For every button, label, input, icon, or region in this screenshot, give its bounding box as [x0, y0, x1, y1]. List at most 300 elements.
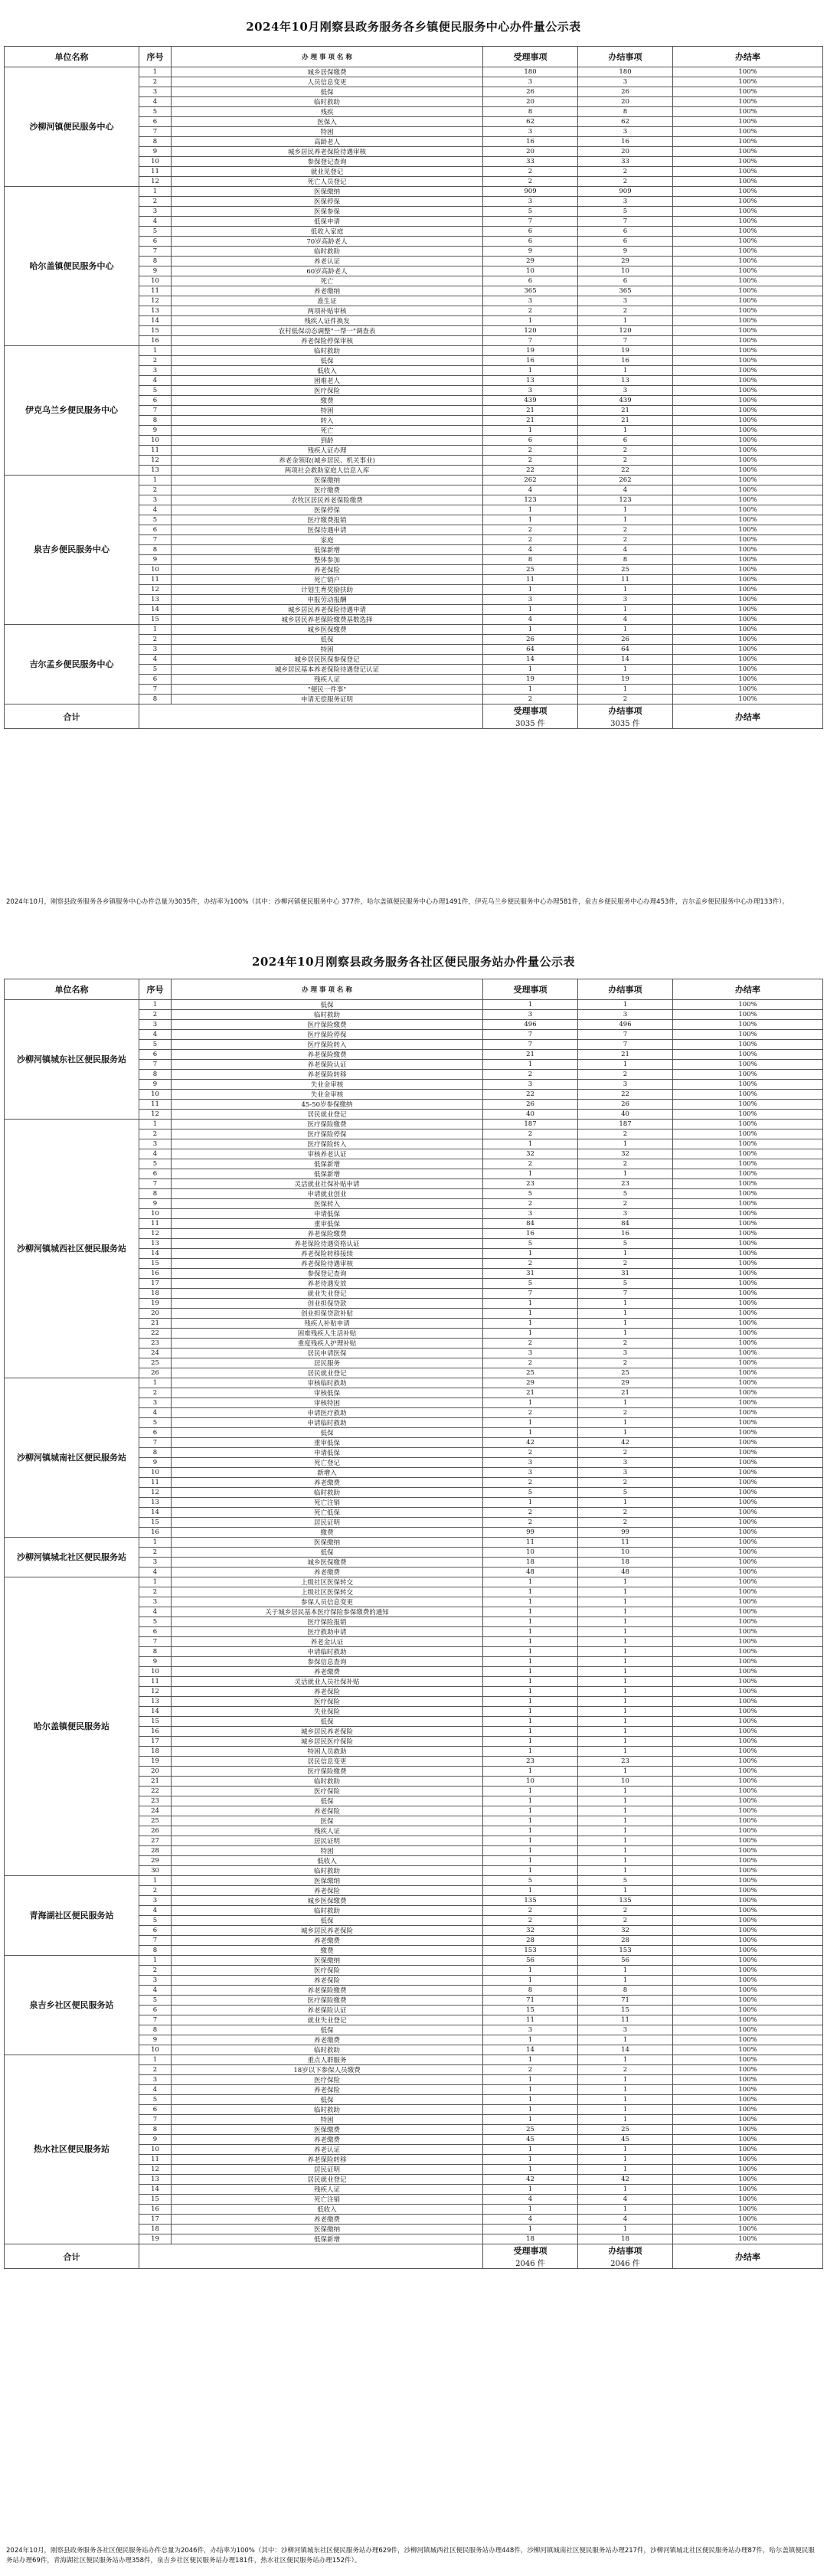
rate-cell: 100%: [673, 1956, 823, 1966]
accepted-cell: 2: [483, 1339, 578, 1348]
item-cell: 残疾人证: [172, 1826, 483, 1836]
item-cell: 低保申请: [172, 217, 483, 227]
rate-cell: 100%: [673, 466, 823, 476]
seq-cell: 6: [139, 1050, 172, 1060]
seq-cell: 7: [139, 406, 172, 416]
seq-cell: 4: [139, 1030, 172, 1040]
item-cell: 临时救助: [172, 1488, 483, 1498]
accepted-cell: 1: [483, 2035, 578, 2045]
completed-cell: 18: [578, 2234, 673, 2244]
seq-cell: 9: [139, 2135, 172, 2145]
rate-cell: 100%: [673, 1906, 823, 1916]
seq-cell: 9: [139, 147, 172, 157]
accepted-cell: 1: [483, 2225, 578, 2234]
rate-cell: 100%: [673, 665, 823, 675]
seq-cell: 5: [139, 1617, 172, 1627]
item-cell: 申请低保: [172, 1448, 483, 1458]
completed-cell: 1: [578, 1787, 673, 1796]
seq-cell: 26: [139, 1826, 172, 1836]
item-cell: 养老金领取(城乡居民、机关事业): [172, 456, 483, 466]
accepted-cell: 2: [483, 525, 578, 535]
seq-cell: 14: [139, 1508, 172, 1518]
accepted-cell: 84: [483, 1219, 578, 1229]
seq-cell: 3: [139, 645, 172, 655]
item-cell: 灵活就业社保补贴申请: [172, 1179, 483, 1189]
item-cell: 低保: [172, 635, 483, 645]
accepted-cell: 21: [483, 1388, 578, 1398]
accepted-cell: 1: [483, 1617, 578, 1627]
rate-cell: 100%: [673, 1120, 823, 1129]
accepted-cell: 1: [483, 1816, 578, 1826]
completed-cell: 1: [578, 1737, 673, 1747]
completed-cell: 1: [578, 1767, 673, 1777]
accepted-cell: 1: [483, 366, 578, 376]
accepted-cell: 1: [483, 1707, 578, 1717]
rate-cell: 100%: [673, 535, 823, 545]
accepted-cell: 1: [483, 2205, 578, 2215]
item-cell: 创业担保贷款: [172, 1299, 483, 1309]
seq-cell: 13: [139, 306, 172, 316]
seq-cell: 16: [139, 1528, 172, 1538]
item-cell: 养老缴费: [172, 1568, 483, 1577]
accepted-cell: 2: [483, 306, 578, 316]
seq-cell: 4: [139, 2085, 172, 2095]
rate-cell: 100%: [673, 1816, 823, 1826]
seq-cell: 3: [139, 1597, 172, 1607]
completed-cell: 1: [578, 2155, 673, 2165]
unit-name: 泉吉乡社区便民服务站: [5, 1956, 139, 2055]
seq-cell: 3: [139, 1976, 172, 1986]
accepted-cell: 1: [483, 1826, 578, 1836]
completed-cell: 4: [578, 2195, 673, 2205]
completed-cell: 2: [578, 446, 673, 456]
seq-cell: 1: [139, 2055, 172, 2065]
completed-cell: 1: [578, 1667, 673, 1677]
item-cell: 死亡登记: [172, 1458, 483, 1468]
completed-cell: 2: [578, 1408, 673, 1418]
unit-name: 伊克乌兰乡便民服务中心: [5, 346, 139, 476]
item-cell: 特困: [172, 1846, 483, 1856]
accepted-cell: 180: [483, 67, 578, 77]
accepted-cell: 1: [483, 1060, 578, 1070]
item-cell: 城乡居民养老保险: [172, 1926, 483, 1936]
completed-cell: 5: [578, 207, 673, 217]
accepted-cell: 2: [483, 1129, 578, 1139]
accepted-cell: 22: [483, 466, 578, 476]
rate-cell: 100%: [673, 446, 823, 456]
completed-cell: 1: [578, 665, 673, 675]
total-completed: [578, 2244, 673, 2269]
seq-cell: 4: [139, 376, 172, 386]
seq-cell: 22: [139, 1329, 172, 1339]
rate-cell: 100%: [673, 97, 823, 107]
item-cell: 医保缴纳: [172, 476, 483, 485]
table-row: [5, 476, 823, 485]
rate-cell: 100%: [673, 1388, 823, 1398]
item-cell: 申报劳动报酬: [172, 595, 483, 605]
item-cell: 养老保险: [172, 1806, 483, 1816]
completed-cell: 1: [578, 1816, 673, 1826]
rate-cell: 100%: [673, 207, 823, 217]
item-cell: 养老保险待遇审核: [172, 1259, 483, 1269]
item-cell: 城乡医保缴费: [172, 1896, 483, 1906]
rate-cell: 100%: [673, 127, 823, 137]
item-cell: 两项社会救助家庭人信息入库: [172, 466, 483, 476]
seq-cell: 19: [139, 2234, 172, 2244]
item-cell: 缴费: [172, 1528, 483, 1538]
header-seq: 序号: [139, 47, 172, 67]
completed-cell: 25: [578, 565, 673, 575]
item-cell: 上级社区医保转交: [172, 1587, 483, 1597]
rate-cell: 100%: [673, 2035, 823, 2045]
seq-cell: 17: [139, 1279, 172, 1289]
completed-cell: 2: [578, 1199, 673, 1209]
item-cell: 低保: [172, 1000, 483, 1010]
seq-cell: 24: [139, 1348, 172, 1358]
header-item: 办 理 事 项 名 称: [172, 47, 483, 67]
accepted-cell: 5: [483, 1279, 578, 1289]
accepted-cell: 11: [483, 1538, 578, 1548]
accepted-cell: 1: [483, 1329, 578, 1339]
item-cell: 低保新增: [172, 2234, 483, 2244]
completed-cell: 1: [578, 2035, 673, 2045]
completed-cell: 2: [578, 2065, 673, 2075]
seq-cell: 24: [139, 1806, 172, 1816]
rate-cell: 100%: [673, 2165, 823, 2175]
completed-cell: 1: [578, 2115, 673, 2125]
total-completed-count: 2046 件: [610, 2260, 640, 2268]
rate-cell: 100%: [673, 2045, 823, 2055]
seq-cell: 6: [139, 1169, 172, 1179]
completed-cell: 7: [578, 217, 673, 227]
completed-cell: 2: [578, 535, 673, 545]
completed-cell: 1: [578, 1647, 673, 1657]
unit-name: 热水社区便民服务站: [5, 2055, 139, 2244]
item-cell: 临时救助: [172, 1906, 483, 1916]
completed-cell: 2: [578, 525, 673, 535]
completed-cell: 48: [578, 1568, 673, 1577]
rate-cell: 100%: [673, 565, 823, 575]
item-cell: 申请低保: [172, 1209, 483, 1219]
accepted-cell: 1: [483, 1309, 578, 1319]
accepted-cell: 19: [483, 675, 578, 685]
accepted-cell: 2: [483, 1358, 578, 1368]
rate-cell: 100%: [673, 1378, 823, 1388]
seq-cell: 14: [139, 2185, 172, 2195]
rate-cell: 100%: [673, 505, 823, 515]
unit-name: 泉吉乡便民服务中心: [5, 476, 139, 625]
item-cell: 创业担保贷款补贴: [172, 1309, 483, 1319]
rate-cell: 100%: [673, 1986, 823, 1996]
table1-summary-note: 2024年10月，刚察县政务服务各乡镇服务中心办件总量为3035件，办结率为100%（其中：沙柳河镇便民服务中心 377件，哈尔盖镇便民服务中心办理1491件，伊克乌兰乡便民服务中心办理581件，泉吉乡便民服务中心办理453件，吉尔孟乡便民服务中心办理133件）。: [6, 898, 789, 906]
table1-title: 2024年10月刚察县政务服务各乡镇便民服务中心办件量公示表: [246, 20, 581, 34]
rate-cell: 100%: [673, 615, 823, 625]
rate-cell: 100%: [673, 1627, 823, 1637]
seq-cell: 3: [139, 1558, 172, 1568]
accepted-cell: 1: [483, 2105, 578, 2115]
seq-cell: 16: [139, 1269, 172, 1279]
completed-cell: 8: [578, 107, 673, 117]
seq-cell: 14: [139, 1249, 172, 1259]
seq-cell: 7: [139, 685, 172, 695]
seq-cell: 23: [139, 1796, 172, 1806]
completed-cell: 1: [578, 685, 673, 695]
header-unit: 单位名称: [5, 979, 139, 1000]
item-cell: 医保: [172, 1816, 483, 1826]
completed-cell: 28: [578, 1936, 673, 1946]
completed-cell: 3: [578, 1468, 673, 1478]
seq-cell: 12: [139, 1687, 172, 1697]
rate-cell: 100%: [673, 2135, 823, 2145]
seq-cell: 5: [139, 386, 172, 396]
seq-cell: 1: [139, 187, 172, 197]
accepted-cell: 7: [483, 217, 578, 227]
rate-cell: 100%: [673, 1936, 823, 1946]
rate-cell: 100%: [673, 217, 823, 227]
completed-cell: 3: [578, 386, 673, 396]
rate-cell: 100%: [673, 1358, 823, 1368]
completed-cell: 1: [578, 1697, 673, 1707]
rate-cell: 100%: [673, 306, 823, 316]
seq-cell: 19: [139, 1757, 172, 1767]
accepted-cell: 3: [483, 1080, 578, 1090]
rate-cell: 100%: [673, 2055, 823, 2065]
accepted-cell: 365: [483, 286, 578, 296]
rate-cell: 100%: [673, 1597, 823, 1607]
accepted-cell: 3: [483, 127, 578, 137]
rate-cell: 100%: [673, 525, 823, 535]
seq-cell: 4: [139, 1906, 172, 1916]
rate-cell: 100%: [673, 147, 823, 157]
accepted-cell: 45: [483, 2135, 578, 2145]
item-cell: 低保新增: [172, 1169, 483, 1179]
completed-cell: 2: [578, 1358, 673, 1368]
item-cell: 农牧区居民养老保险缴费: [172, 495, 483, 505]
total-rate-label: 办结率: [673, 704, 823, 729]
completed-cell: 1: [578, 2105, 673, 2115]
accepted-cell: 2: [483, 695, 578, 704]
rate-cell: 100%: [673, 2105, 823, 2115]
total-spacer: [139, 2244, 483, 2269]
completed-cell: 1: [578, 1677, 673, 1687]
seq-cell: 6: [139, 525, 172, 535]
item-cell: 养老保险转移: [172, 1070, 483, 1080]
total-accepted: [483, 2244, 578, 2269]
rate-cell: 100%: [673, 1110, 823, 1120]
table-row: [5, 1577, 823, 1587]
seq-cell: 21: [139, 1319, 172, 1329]
completed-cell: 2: [578, 695, 673, 704]
seq-cell: 7: [139, 247, 172, 257]
item-cell: 城乡居民基本养老保险待遇登记认证: [172, 665, 483, 675]
item-cell: 低收入家庭: [172, 227, 483, 237]
unit-name: 沙柳河镇城东社区便民服务站: [5, 1000, 139, 1120]
completed-cell: 1: [578, 2165, 673, 2175]
accepted-cell: 7: [483, 1289, 578, 1299]
item-cell: 居民就业登记: [172, 1368, 483, 1378]
completed-cell: 6: [578, 436, 673, 446]
seq-cell: 18: [139, 1747, 172, 1757]
unit-name: 哈尔盖镇便民服务站: [5, 1577, 139, 1876]
seq-cell: 6: [139, 237, 172, 247]
rate-cell: 100%: [673, 645, 823, 655]
completed-cell: 262: [578, 476, 673, 485]
seq-cell: 3: [139, 495, 172, 505]
rate-cell: 100%: [673, 346, 823, 356]
accepted-cell: 4: [483, 545, 578, 555]
item-cell: 特困: [172, 2115, 483, 2125]
rate-cell: 100%: [673, 1279, 823, 1289]
completed-cell: 99: [578, 1528, 673, 1538]
accepted-cell: 28: [483, 1936, 578, 1946]
accepted-cell: 2: [483, 1448, 578, 1458]
accepted-cell: 20: [483, 147, 578, 157]
rate-cell: 100%: [673, 1538, 823, 1548]
table-row: [5, 187, 823, 197]
completed-cell: 19: [578, 675, 673, 685]
seq-cell: 3: [139, 2075, 172, 2085]
completed-cell: 26: [578, 635, 673, 645]
rate-cell: 100%: [673, 1836, 823, 1846]
completed-cell: 5: [578, 1488, 673, 1498]
seq-cell: 9: [139, 266, 172, 276]
accepted-cell: 1: [483, 2165, 578, 2175]
accepted-cell: 1: [483, 1657, 578, 1667]
completed-cell: 439: [578, 396, 673, 406]
completed-cell: 1: [578, 2095, 673, 2105]
item-cell: 特困: [172, 645, 483, 655]
accepted-cell: 8: [483, 555, 578, 565]
accepted-cell: 439: [483, 396, 578, 406]
item-cell: 关于城乡居民基本医疗保险参保缴费的通知: [172, 1607, 483, 1617]
seq-cell: 6: [139, 1428, 172, 1438]
item-cell: 养老缴费: [172, 2215, 483, 2225]
completed-cell: 1: [578, 426, 673, 436]
item-cell: 医保缴纳: [172, 1538, 483, 1548]
item-cell: 申请医疗救助: [172, 1408, 483, 1418]
item-cell: 低保: [172, 2025, 483, 2035]
completed-cell: 1: [578, 1747, 673, 1757]
seq-cell: 9: [139, 1199, 172, 1209]
rate-cell: 100%: [673, 1617, 823, 1627]
completed-cell: 23: [578, 1179, 673, 1189]
completed-cell: 2: [578, 1159, 673, 1169]
seq-cell: 14: [139, 316, 172, 326]
completed-cell: 14: [578, 2045, 673, 2055]
item-cell: 养老缴费: [172, 2135, 483, 2145]
accepted-cell: 32: [483, 1149, 578, 1159]
item-cell: 失业金审核: [172, 1080, 483, 1090]
seq-cell: 3: [139, 87, 172, 97]
seq-cell: 1: [139, 1000, 172, 1010]
seq-cell: 2: [139, 1587, 172, 1597]
rate-cell: 100%: [673, 1796, 823, 1806]
seq-cell: 1: [139, 476, 172, 485]
completed-cell: 1: [578, 2145, 673, 2155]
accepted-cell: 1: [483, 1319, 578, 1329]
accepted-cell: 262: [483, 476, 578, 485]
completed-cell: 3: [578, 1010, 673, 1020]
seq-cell: 2: [139, 1886, 172, 1896]
accepted-cell: 11: [483, 575, 578, 585]
rate-cell: 100%: [673, 1647, 823, 1657]
header-rate: 办结率: [673, 47, 823, 67]
completed-cell: 1: [578, 316, 673, 326]
item-cell: 医疗保险缴费: [172, 1120, 483, 1129]
item-cell: 低保: [172, 1428, 483, 1438]
accepted-cell: 2: [483, 1508, 578, 1518]
rate-cell: 100%: [673, 2145, 823, 2155]
accepted-cell: 3: [483, 1458, 578, 1468]
accepted-cell: 6: [483, 276, 578, 286]
seq-cell: 12: [139, 177, 172, 187]
completed-cell: 62: [578, 117, 673, 127]
accepted-cell: 2: [483, 2065, 578, 2075]
accepted-cell: 1: [483, 1866, 578, 1876]
seq-cell: 12: [139, 1488, 172, 1498]
accepted-cell: 1: [483, 1767, 578, 1777]
seq-cell: 4: [139, 1607, 172, 1617]
rate-cell: 100%: [673, 157, 823, 167]
rate-cell: 100%: [673, 1886, 823, 1896]
item-cell: 医保缴纳: [172, 1876, 483, 1886]
rate-cell: 100%: [673, 1558, 823, 1568]
seq-cell: 3: [139, 207, 172, 217]
item-cell: 医疗救助申请: [172, 1627, 483, 1637]
rate-cell: 100%: [673, 1269, 823, 1279]
completed-cell: 2: [578, 177, 673, 187]
accepted-cell: 1: [483, 1717, 578, 1727]
item-cell: 困难残疾人生活补贴: [172, 1329, 483, 1339]
accepted-cell: 2: [483, 1070, 578, 1080]
item-cell: 申请临时救助: [172, 1418, 483, 1428]
rate-cell: 100%: [673, 456, 823, 466]
completed-cell: 3: [578, 1209, 673, 1219]
rate-cell: 100%: [673, 1040, 823, 1050]
rate-cell: 100%: [673, 1329, 823, 1339]
total-label: 合计: [5, 704, 139, 729]
item-cell: 医疗保险: [172, 1697, 483, 1707]
rate-cell: 100%: [673, 2125, 823, 2135]
seq-cell: 21: [139, 1777, 172, 1787]
rate-cell: 100%: [673, 2095, 823, 2105]
completed-cell: 15: [578, 2006, 673, 2015]
rate-cell: 100%: [673, 1677, 823, 1687]
seq-cell: 11: [139, 167, 172, 177]
table-row: [5, 2055, 823, 2065]
completed-cell: 26: [578, 1100, 673, 1110]
rate-cell: 100%: [673, 1767, 823, 1777]
item-cell: 养老待遇发放: [172, 1279, 483, 1289]
completed-cell: 1: [578, 1319, 673, 1329]
seq-cell: 13: [139, 2175, 172, 2185]
rate-cell: 100%: [673, 2006, 823, 2015]
seq-cell: 2: [139, 2065, 172, 2075]
item-cell: 新增入: [172, 1468, 483, 1478]
rate-cell: 100%: [673, 436, 823, 446]
item-cell: 医保停保: [172, 505, 483, 515]
table-row: [5, 346, 823, 356]
accepted-cell: 3: [483, 1209, 578, 1219]
rate-cell: 100%: [673, 2205, 823, 2215]
item-cell: 养老认证: [172, 2145, 483, 2155]
accepted-cell: 23: [483, 1757, 578, 1767]
total-completed-count: 3035 件: [610, 720, 640, 728]
completed-cell: 16: [578, 137, 673, 147]
item-cell: 申请无偿服务证明: [172, 695, 483, 704]
completed-cell: 1: [578, 1627, 673, 1637]
completed-cell: 2: [578, 1478, 673, 1488]
